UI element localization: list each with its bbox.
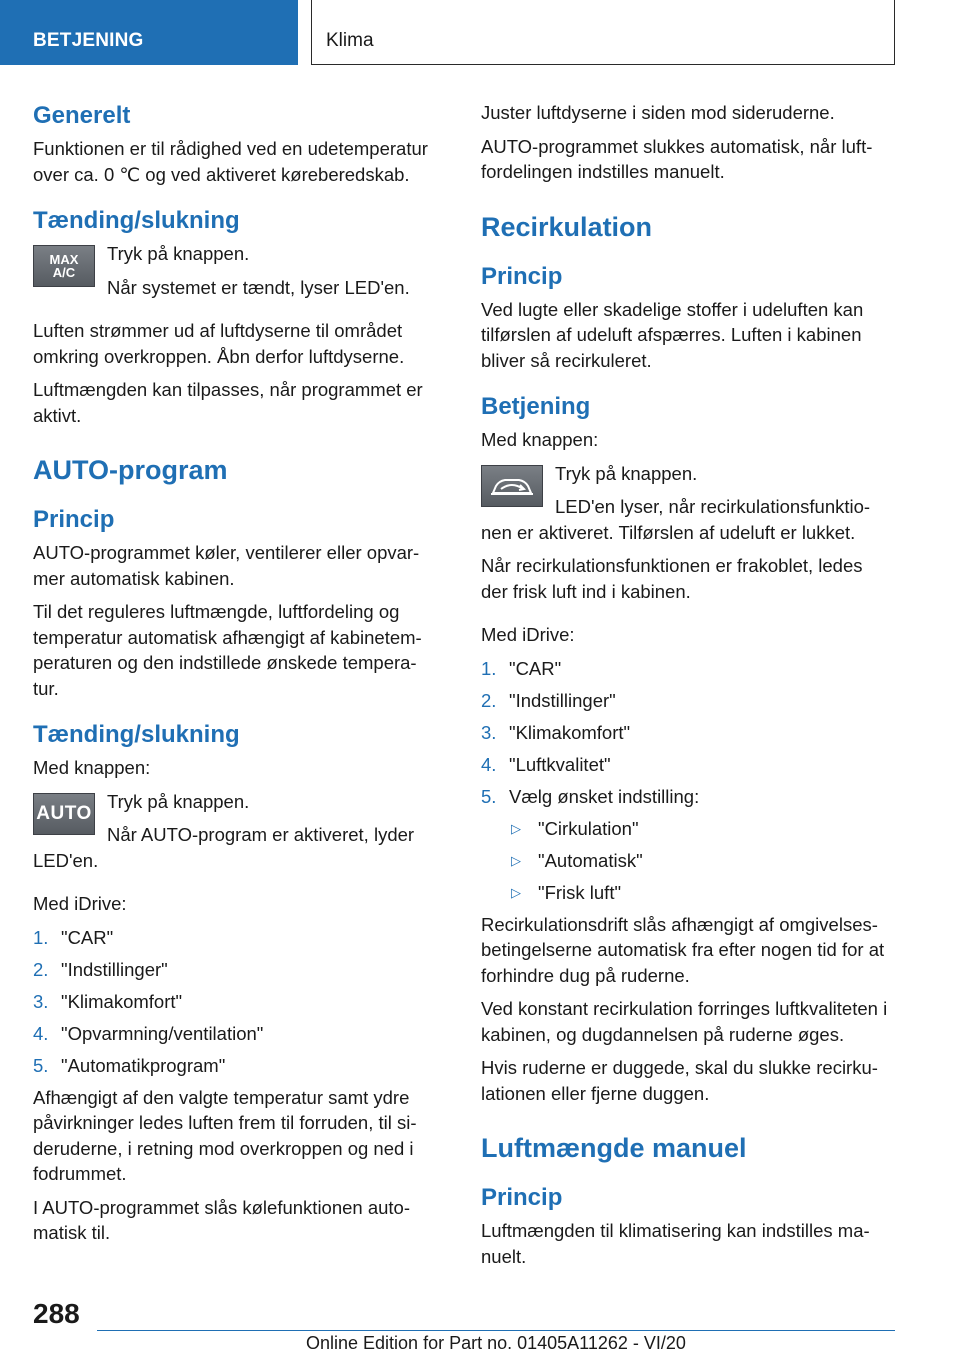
heading-princip-3: Princip <box>481 1184 563 1211</box>
text-recirkdrift: Recirkulationsdrift slås afhængigt af omgivelses- betingelserne automatisk fra efter nogen tid for at forhindre dug på ruderne. <box>481 913 885 986</box>
heading-taending-2: Tænding/slukning <box>33 721 240 748</box>
heading-betjening: Betjening <box>481 393 591 420</box>
header-chapter: Klima <box>311 0 895 65</box>
idrive-substeps <box>481 816 893 906</box>
auto-button-icon: AUTO <box>33 793 95 835</box>
text-naar-2: Når AUTO-program er aktiveret, lyder LED'en. <box>33 824 415 871</box>
list-item: ▷ "Cirkulation" <box>481 816 893 842</box>
text-med-knappen: Med knappen: <box>33 757 151 778</box>
text-luften: Luften strømmer ud af luftdyserne til området omkring overkroppen. Åbn derfor luftdyserne. <box>33 320 405 367</box>
recirculation-icon <box>481 465 543 507</box>
recirc-row <box>481 461 893 554</box>
list-item: 2. "Indstillinger" <box>481 689 616 711</box>
text-auto-slukkes: AUTO-programmet slukkes automatisk, når luft- fordelingen indstilles manuelt. <box>481 135 873 182</box>
list-item: 2. "Indstillinger" <box>33 958 168 980</box>
list-item: 5. Vælg ønsket indstilling: <box>481 785 700 807</box>
list-item: 4. "Luftkvalitet" <box>481 753 611 775</box>
heading-recirkulation: Recirkulation <box>481 211 653 242</box>
text-i-auto: I AUTO-programmet slås kølefunktionen auto- matisk til. <box>33 1196 411 1243</box>
triangle-bullet-icon: ▷ <box>511 820 521 836</box>
text-lugte: Ved lugte eller skadelige stoffer i udeluften kan tilførslen af udeluft afspærres. Luften i kabinen bliver så recirkuleret. <box>481 298 864 371</box>
text-konstant: Ved konstant recirkulation forringes luftkvaliteten i kabinen, og dugdannelsen på ruderne øges. <box>481 998 888 1045</box>
header-section: BETJENING <box>0 0 298 65</box>
heading-luftmaengde-manuel: Luftmængde manuel <box>481 1133 747 1163</box>
text-tryk-3: Tryk på knappen. <box>555 462 698 484</box>
heading-auto-program: AUTO-program <box>33 455 228 485</box>
text-med-idrive: Med iDrive: <box>33 893 127 914</box>
idrive-steps-left <box>33 925 443 1079</box>
text-juster: Juster luftdyserne i siden mod sideruderne. <box>481 102 835 123</box>
list-item: 3. "Klimakomfort" <box>33 990 183 1012</box>
auto-row <box>33 789 443 882</box>
text-luftmaengden: Luftmængden kan tilpasses, når programmet er aktivt. <box>33 379 423 426</box>
heading-taending-1: Tænding/slukning <box>33 207 240 234</box>
triangle-bullet-icon: ▷ <box>511 852 521 868</box>
list-item: ▷ "Frisk luft" <box>481 880 893 906</box>
footer-edition: Online Edition for Part no. 01405A11262 - VI/20 <box>306 1333 686 1353</box>
list-item: 4. "Opvarmning/ventilation" <box>33 1022 264 1044</box>
list-item: 1. "CAR" <box>481 657 562 679</box>
max-ac-row <box>33 241 443 308</box>
text-med-knappen-2: Med knappen: <box>481 429 599 450</box>
list-item: 5. "Automatikprogram" <box>33 1054 226 1076</box>
list-item: ▷ "Automatisk" <box>481 848 893 874</box>
right-column <box>481 100 893 1277</box>
text-led: LED'en lyser, når recirkulationsfunktio- nen er aktiveret. Tilførslen af udeluft er lukket. <box>481 496 871 543</box>
max-ac-button-icon: MAX A/C <box>33 245 95 287</box>
text-generelt: Funktionen er til rådighed ved en udetemperatur over ca. 0 ℃ og ved aktiveret køreberedskab. <box>33 138 428 185</box>
text-duggede: Hvis ruderne er duggede, skal du slukke recirku- lationen eller fjerne duggen. <box>481 1057 878 1104</box>
text-med-idrive-2: Med iDrive: <box>481 624 575 645</box>
text-frakoblet: Når recirkulationsfunktionen er frakoblet, ledes der frisk luft ind i kabinen. <box>481 555 863 602</box>
heading-generelt: Generelt <box>33 102 131 129</box>
footer-divider <box>97 1330 895 1331</box>
text-afhaengigt: Afhængigt af den valgte temperatur samt ydre påvirkninger ledes luften frem til forruden, til si- deruderne, i retning mod overkroppen og ned i fodrummet. <box>33 1086 417 1184</box>
heading-princip-1: Princip <box>33 506 115 533</box>
text-tryk-1: Tryk på knappen. <box>107 243 250 264</box>
left-column <box>33 100 443 1254</box>
triangle-bullet-icon: ▷ <box>511 884 521 900</box>
text-auto-1: AUTO-programmet køler, ventilerer eller opvar- mer automatisk kabinen. <box>33 542 420 589</box>
text-auto-2: Til det reguleres luftmængde, luftfordeling og temperatur automatisk afhængigt af kabinetem- peraturen og den indstillede ønskede tempera- tur. <box>33 601 422 699</box>
text-tryk-2: Tryk på knappen. <box>107 790 250 812</box>
heading-princip-2: Princip <box>481 262 563 290</box>
text-naar-1: Når systemet er tændt, lyser LED'en. <box>107 276 410 298</box>
list-item: 3. "Klimakomfort" <box>481 721 631 743</box>
text-luftmaengden-2: Luftmængden til klimatisering kan indstilles ma- nuelt. <box>481 1220 870 1267</box>
page-number: 288 <box>33 1298 80 1329</box>
list-item: 1. "CAR" <box>33 926 114 948</box>
idrive-steps-right <box>481 656 893 810</box>
